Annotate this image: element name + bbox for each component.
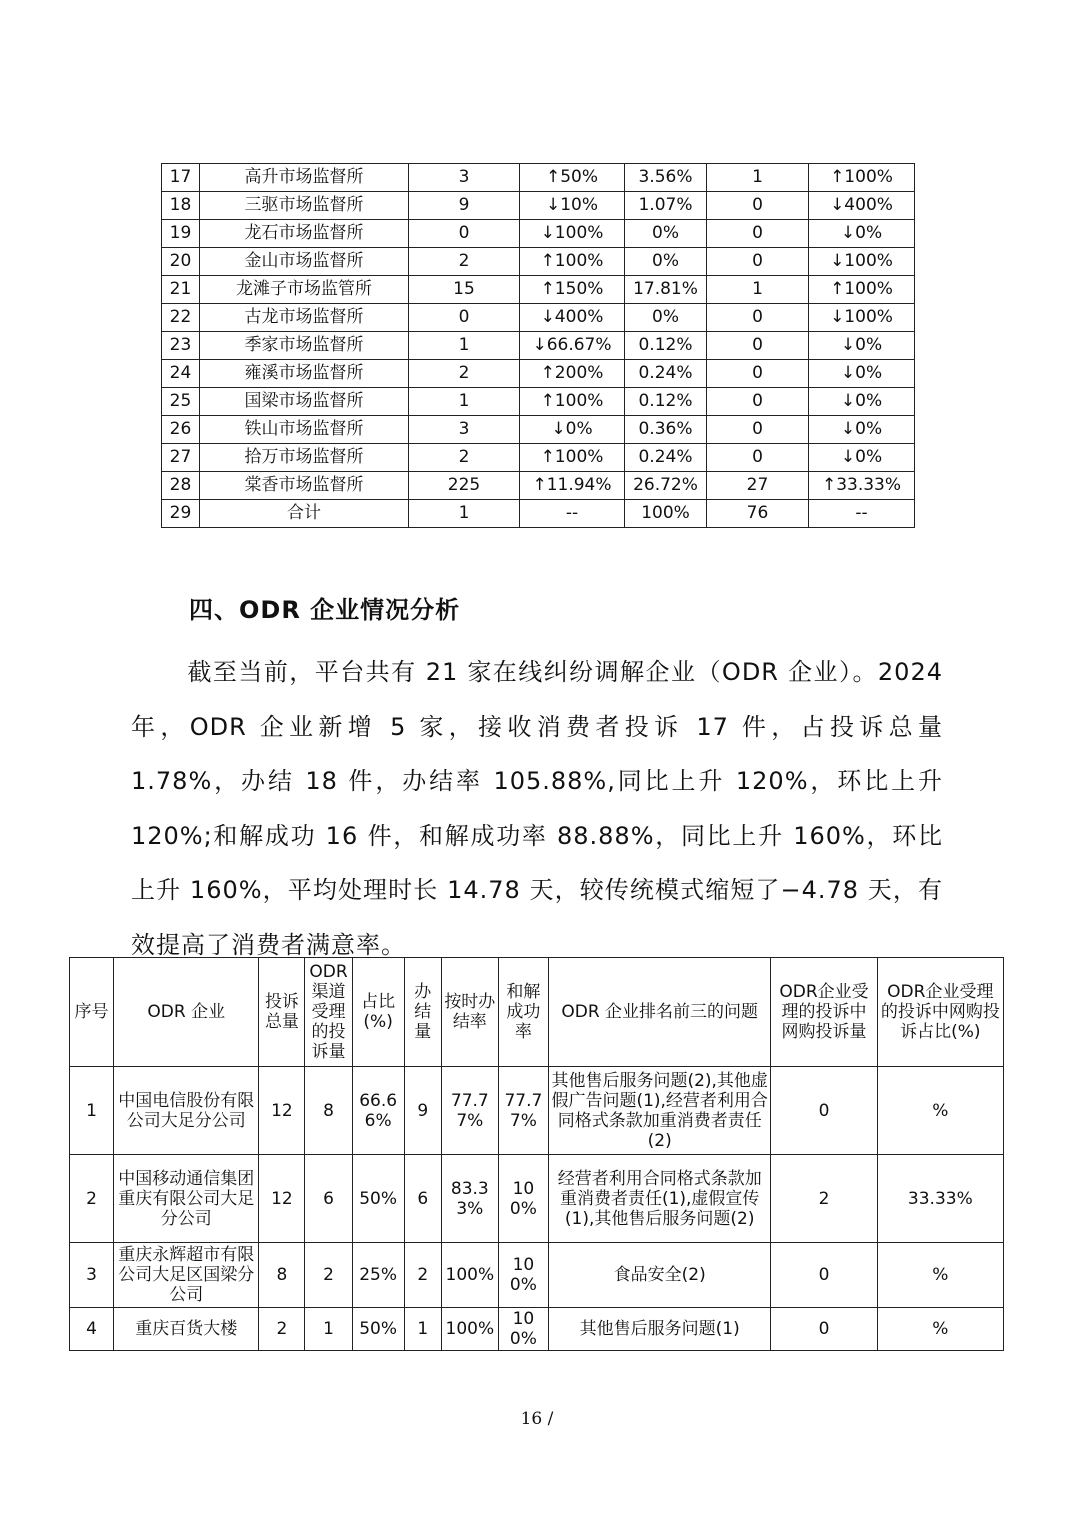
table-cell: 22 [162, 304, 200, 332]
column-header: 办结量 [404, 958, 441, 1067]
table-cell: 高升市场监督所 [200, 164, 409, 192]
table-cell: 100% [498, 1243, 548, 1308]
table-cell: ↓400% [520, 304, 625, 332]
table-row [162, 416, 915, 444]
table-cell: 4 [70, 1308, 114, 1351]
column-header: ODR 企业 [114, 958, 259, 1067]
table-cell: ↓66.67% [520, 332, 625, 360]
table-cell: ↑100% [809, 276, 915, 304]
table-row [162, 472, 915, 500]
section-paragraph [131, 645, 943, 972]
table-cell: ↓0% [809, 388, 915, 416]
table-cell: 9 [409, 192, 520, 220]
table-cell: 2 [259, 1308, 305, 1351]
table-cell: ↑100% [809, 164, 915, 192]
table-cell: 6 [404, 1155, 441, 1243]
table-cell: 1 [707, 276, 809, 304]
table-cell: 2 [404, 1243, 441, 1308]
table-row [70, 1067, 1004, 1155]
table-cell: 0 [707, 444, 809, 472]
table-cell: 0 [707, 416, 809, 444]
table-cell: % [877, 1308, 1003, 1351]
table-cell: 1 [305, 1308, 352, 1351]
table-cell: ↓10% [520, 192, 625, 220]
table-cell: 28 [162, 472, 200, 500]
table-cell: ↑50% [520, 164, 625, 192]
table-cell: 0.36% [625, 416, 707, 444]
table-cell: 经营者利用合同格式条款加重消费者责任(1),虚假宣传(1),其他售后服务问题(2) [548, 1155, 770, 1243]
table-row [162, 332, 915, 360]
column-header: 序号 [70, 958, 114, 1067]
table-cell: 1.07% [625, 192, 707, 220]
table-cell: 100% [441, 1308, 498, 1351]
table-cell: 29 [162, 500, 200, 528]
table-cell: ↑100% [520, 388, 625, 416]
table-cell: 225 [409, 472, 520, 500]
table-cell: 0% [625, 220, 707, 248]
table-row [162, 164, 915, 192]
table-cell: 雍溪市场监督所 [200, 360, 409, 388]
table-row [70, 1308, 1004, 1351]
table-cell: ↓0% [809, 416, 915, 444]
table-cell: 100% [498, 1308, 548, 1351]
table-cell: 0.12% [625, 388, 707, 416]
table-cell: 0.12% [625, 332, 707, 360]
table-row [162, 360, 915, 388]
column-header: ODR渠道受理的投诉量 [305, 958, 352, 1067]
table-cell: 15 [409, 276, 520, 304]
table-cell: 三驱市场监督所 [200, 192, 409, 220]
table-cell: 0 [707, 248, 809, 276]
table-cell: 83.33% [441, 1155, 498, 1243]
table-cell: 17 [162, 164, 200, 192]
table-cell: 17.81% [625, 276, 707, 304]
paragraph-text: 截至当前，平台共有 21 家在线纠纷调解企业（ODR 企业）。2024 年，ODR 企业新增 5 家，接收消费者投诉 17 件，占投诉总量 1.78%，办结 18 件，办结率 105.88%,同比上升 120%，环比上升 120%;和解成功 16 件，和解成功率 88.88%，同比上升 160%，环比上升 160%，平均处理时长 14.78 天，较传统模式缩短了−4.78 天，有效提高了消费者满意率。 [131, 658, 943, 959]
table-cell: 77.77% [498, 1067, 548, 1155]
page-number: 16 / [520, 1409, 554, 1429]
table-row [70, 1155, 1004, 1243]
table-cell: 食品安全(2) [548, 1243, 770, 1308]
table-cell: 国梁市场监督所 [200, 388, 409, 416]
section-heading: 四、ODR 企业情况分析 [189, 596, 461, 624]
table-row [162, 192, 915, 220]
table-cell: ↓400% [809, 192, 915, 220]
table-cell: 25% [352, 1243, 404, 1308]
table-cell: 0 [707, 388, 809, 416]
table-cell: 0 [707, 192, 809, 220]
table-cell: 1 [409, 388, 520, 416]
table-cell: 2 [305, 1243, 352, 1308]
table-cell: 2 [409, 444, 520, 472]
table-cell: 76 [707, 500, 809, 528]
table-row [162, 388, 915, 416]
odr-table-body [70, 1067, 1004, 1351]
table-cell: ↑200% [520, 360, 625, 388]
table-row [162, 248, 915, 276]
table-cell: 1 [409, 332, 520, 360]
table-cell: 0% [625, 304, 707, 332]
table-cell: 2 [771, 1155, 877, 1243]
table-cell: 2 [70, 1155, 114, 1243]
table-cell: 其他售后服务问题(2),其他虚假广告问题(1),经营者利用合同格式条款加重消费者责任(2) [548, 1067, 770, 1155]
table-cell: 27 [162, 444, 200, 472]
table-row [162, 276, 915, 304]
table-cell: 铁山市场监督所 [200, 416, 409, 444]
table-cell: 1 [707, 164, 809, 192]
table-cell: -- [809, 500, 915, 528]
table-cell: 21 [162, 276, 200, 304]
table-cell: 8 [259, 1243, 305, 1308]
table-cell: 18 [162, 192, 200, 220]
table-cell: 12 [259, 1155, 305, 1243]
table-cell: 0 [707, 304, 809, 332]
table-cell: ↓0% [809, 332, 915, 360]
table-cell: 重庆百货大楼 [114, 1308, 259, 1351]
table-cell: 龙石市场监督所 [200, 220, 409, 248]
table-cell: 0.24% [625, 360, 707, 388]
table-cell: 3 [70, 1243, 114, 1308]
table-cell: -- [520, 500, 625, 528]
statistics-table-body [162, 164, 915, 528]
table-cell: ↑100% [520, 444, 625, 472]
table-cell: 0 [771, 1308, 877, 1351]
column-header: 按时办结率 [441, 958, 498, 1067]
table-cell: ↑100% [520, 248, 625, 276]
table-cell: 24 [162, 360, 200, 388]
table-cell: ↓0% [809, 444, 915, 472]
table-cell: 0 [409, 304, 520, 332]
column-header: ODR企业受理的投诉中网购投诉量 [771, 958, 877, 1067]
table-cell: 3.56% [625, 164, 707, 192]
table-cell: 77.77% [441, 1067, 498, 1155]
table-cell: 合计 [200, 500, 409, 528]
table-cell: ↓100% [809, 248, 915, 276]
table-cell: 50% [352, 1155, 404, 1243]
statistics-table-continued [161, 163, 915, 528]
column-header: 投诉总量 [259, 958, 305, 1067]
table-cell: 0 [771, 1067, 877, 1155]
table-cell: 龙滩子市场监管所 [200, 276, 409, 304]
table-cell: 中国移动通信集团重庆有限公司大足分公司 [114, 1155, 259, 1243]
table-cell: 66.66% [352, 1067, 404, 1155]
table-cell: ↑11.94% [520, 472, 625, 500]
table-cell: 25 [162, 388, 200, 416]
column-header: ODR 企业排名前三的问题 [548, 958, 770, 1067]
table-cell: 50% [352, 1308, 404, 1351]
table-cell: ↓0% [809, 360, 915, 388]
odr-enterprise-table [69, 957, 1004, 1351]
table-cell: ↓0% [520, 416, 625, 444]
table-row [162, 444, 915, 472]
table-row [162, 220, 915, 248]
table-cell: 棠香市场监督所 [200, 472, 409, 500]
table-cell: 2 [409, 248, 520, 276]
table-cell: 20 [162, 248, 200, 276]
table-cell: 0 [707, 360, 809, 388]
table-cell: 26.72% [625, 472, 707, 500]
table-cell: 9 [404, 1067, 441, 1155]
table-cell: 27 [707, 472, 809, 500]
table-cell: 19 [162, 220, 200, 248]
table-row [162, 304, 915, 332]
table-cell: 其他售后服务问题(1) [548, 1308, 770, 1351]
table-cell: 拾万市场监督所 [200, 444, 409, 472]
column-header: ODR企业受理的投诉中网购投诉占比(%) [877, 958, 1003, 1067]
table-cell: 1 [404, 1308, 441, 1351]
table-cell: 100% [441, 1243, 498, 1308]
table-cell: 中国电信股份有限公司大足分公司 [114, 1067, 259, 1155]
table-cell: 3 [409, 164, 520, 192]
table-cell: 6 [305, 1155, 352, 1243]
table-cell: 2 [409, 360, 520, 388]
table-cell: 12 [259, 1067, 305, 1155]
table-cell: ↓0% [809, 220, 915, 248]
table-cell: 古龙市场监督所 [200, 304, 409, 332]
odr-table-header-row [70, 958, 1004, 1067]
table-cell: 0 [707, 332, 809, 360]
table-row [162, 500, 915, 528]
table-cell: 100% [498, 1155, 548, 1243]
table-cell: 8 [305, 1067, 352, 1155]
table-cell: 3 [409, 416, 520, 444]
table-cell: 季家市场监督所 [200, 332, 409, 360]
table-row [70, 1243, 1004, 1308]
table-cell: 0 [707, 220, 809, 248]
table-cell: 1 [70, 1067, 114, 1155]
table-cell: ↑33.33% [809, 472, 915, 500]
table-cell: 0 [409, 220, 520, 248]
table-cell: 重庆永辉超市有限公司大足区国梁分公司 [114, 1243, 259, 1308]
table-cell: 23 [162, 332, 200, 360]
table-cell: 33.33% [877, 1155, 1003, 1243]
table-cell: 0% [625, 248, 707, 276]
table-cell: ↓100% [809, 304, 915, 332]
column-header: 和解成功率 [498, 958, 548, 1067]
column-header: 占比(%) [352, 958, 404, 1067]
table-cell: % [877, 1067, 1003, 1155]
table-cell: 100% [625, 500, 707, 528]
table-cell: 0.24% [625, 444, 707, 472]
table-cell: ↓100% [520, 220, 625, 248]
table-cell: 26 [162, 416, 200, 444]
table-cell: % [877, 1243, 1003, 1308]
table-cell: 1 [409, 500, 520, 528]
table-cell: 金山市场监督所 [200, 248, 409, 276]
table-cell: ↑150% [520, 276, 625, 304]
table-cell: 0 [771, 1243, 877, 1308]
